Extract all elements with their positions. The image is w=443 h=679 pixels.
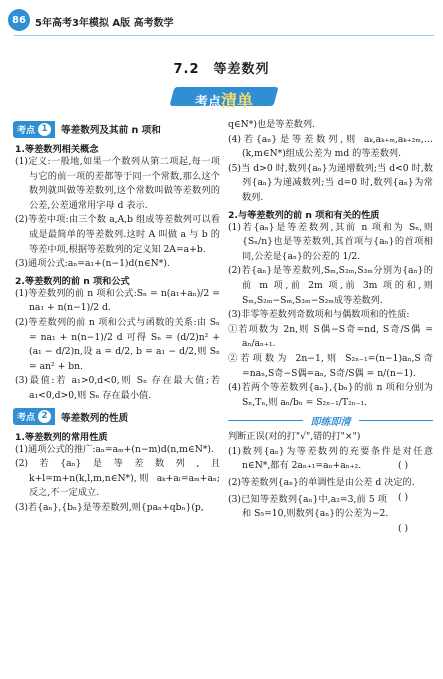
book-title: 5年高考3年模拟 A版 高考数学 (35, 18, 174, 29)
kaodian-title: 等差数列及其前 n 项和 (61, 125, 161, 136)
kaodian-label: 考点 (17, 413, 36, 423)
paragraph: (4)若两个等差数列{aₙ},{bₙ}的前 n 项和分别为 Sₙ,Tₙ,则 aₙ/bₙ = S₂ₙ₋₁/T₂ₙ₋₁. (228, 382, 433, 408)
paragraph: (2)若{aₙ}是等差数列,且 k+l=m+n(k,l,m,n∈N*),则 aₖ+aₗ=aₘ+aₙ;反之,不一定成立. (15, 458, 220, 499)
question-text: (1)数列{aₙ}为等差数列的充要条件是对任意 n∈N*,都有 2aₙ₊₁=aₙ+aₙ₊₂. (228, 445, 433, 472)
answer-bracket: ( ) (397, 491, 409, 503)
subheading: 1.等差数列的常用性质 (15, 431, 108, 443)
paragraph: (3)通项公式:aₙ=a₁+(n−1)d(n∈N*). (15, 258, 170, 270)
paragraph: 判断正误(对的打"√",错的打"×") (228, 431, 361, 443)
paragraph: (2)等差数列的前 n 项和公式与函数的关系:由 Sₙ = na₁ + n(n−1)/2 d 可得 Sₙ = (d/2)n² + (a₁ − d/2)n,设 a = d/2, b = a₁ − d/2,则 Sₙ = an² + bn. (15, 316, 220, 372)
paragraph: (3)最值:若 a₁>0,d<0,则 Sₙ 存在最大值;若 a₁<0,d>0,则 Sₙ 存在最小值. (15, 375, 220, 401)
section-number: 7.2 (173, 62, 200, 77)
paragraph: (2)等差中项:由三个数 a,A,b 组成等差数列可以看成是最简单的等差数列.这时 A 叫做 a 与 b 的等差中项,根据等差数列的定义知 2A=a+b. (15, 214, 220, 255)
practice-title: 即练即清 (310, 417, 351, 429)
subheading: 2.与等差数列的前 n 项和有关的性质 (228, 209, 380, 221)
section-title: 等差数列 (213, 62, 270, 77)
paragraph: (4)若{aₙ}是等差数列,则 aₖ,aₖ₊ₘ,aₖ₊₂ₘ,…(k,m∈N*)组成公差为 md 的等差数列. (228, 133, 433, 160)
subheading: 2.等差数列的前 n 项和公式 (15, 275, 130, 287)
paragraph: ②若项数为 2n−1,则 S₂ₙ₋₁=(n−1)aₙ,S奇=naₙ,S奇−S偶=aₙ, S奇/S偶 = n/(n−1). (228, 352, 433, 379)
practice-divider (228, 413, 433, 428)
kaodian-title: 等差数列的性质 (61, 412, 129, 424)
paragraph: (1)通项公式的推广:aₙ=aₘ+(n−m)d(n,m∈N*). (15, 443, 214, 455)
paragraph: (3)非零等差数列奇数项和与偶数项和的性质: (228, 309, 410, 321)
paragraph: (1)等差数列的前 n 项和公式:Sₙ = n(a₁+aₙ)/2 = na₁ + n(n−1)/2 d. (15, 287, 220, 314)
paragraph: ①若项数为 2n,则 S偶−S奇=nd, S奇/S偶 = aₙ/aₙ₊₁. (228, 323, 433, 350)
kaodian-number: 2 (38, 410, 51, 423)
page-number: 86 (8, 9, 30, 31)
paragraph: (1)若{aₙ}是等差数列,其前 n 项和为 Sₙ,则{Sₙ/n}也是等差数列,其首项与{aₙ}的首项相同,公差是{aₙ}的公差的 1/2. (228, 221, 433, 262)
question-text: (2)等差数列{aₙ}的单调性是由公差 d 决定的. (228, 477, 415, 489)
paragraph: q∈N*)也是等差数列. (228, 119, 315, 130)
badge-part1: 考点 (194, 95, 221, 110)
kaodian-heading (13, 408, 220, 426)
section-heading (0, 58, 443, 77)
question-text: (3)已知等差数列{aₙ}中,a₂=3,前 5 项和 S₅=10,则数列{aₙ}的公差为−2. (228, 493, 389, 520)
paragraph: (1)定义:一般地,如果一个数列从第二项起,每一项与它的前一项的差都等于同一个常数,那么这个数列就叫做等差数列,这个常数叫做等差数列的公差,公差通常用字母 d 表示. (15, 156, 220, 211)
page-header (0, 0, 443, 40)
left-column (15, 116, 220, 515)
kaodian-label: 考点 (17, 125, 36, 136)
subheading: 1.等差数列相关概念 (15, 144, 99, 155)
kaodian-tag (13, 121, 55, 138)
paragraph: (3)若{aₙ},{bₙ}是等差数列,则{paₙ+qbₙ}(p, (15, 501, 204, 513)
kaodian-heading (13, 120, 220, 138)
judge-question (228, 476, 433, 503)
judge-question (228, 445, 433, 474)
header-rule (14, 35, 434, 36)
divider-line (359, 420, 434, 421)
paragraph: (2)若{aₙ}是等差数列,Sₘ,S₂ₘ,S₃ₘ分别为{aₙ}的前 m 项,前 2m 项,前 3m 项的和,则 Sₘ,S₂ₘ−Sₘ,S₃ₘ−S₂ₘ成等差数列. (228, 265, 433, 306)
badge-text (172, 88, 276, 111)
badge-part2: 清单 (221, 91, 254, 110)
kaodian-qingdan-badge (172, 84, 276, 108)
right-column (228, 118, 433, 536)
answer-bracket: ( ) (397, 460, 409, 472)
answer-bracket: ( ) (397, 522, 409, 534)
kaodian-tag (13, 408, 55, 425)
kaodian-number: 1 (38, 123, 51, 136)
divider-line (228, 420, 303, 421)
paragraph: (5)当 d>0 时,数列{aₙ}为递增数列;当 d<0 时,数列{aₙ}为递减数列;当 d=0 时,数列{aₙ}为常数列. (228, 162, 433, 203)
